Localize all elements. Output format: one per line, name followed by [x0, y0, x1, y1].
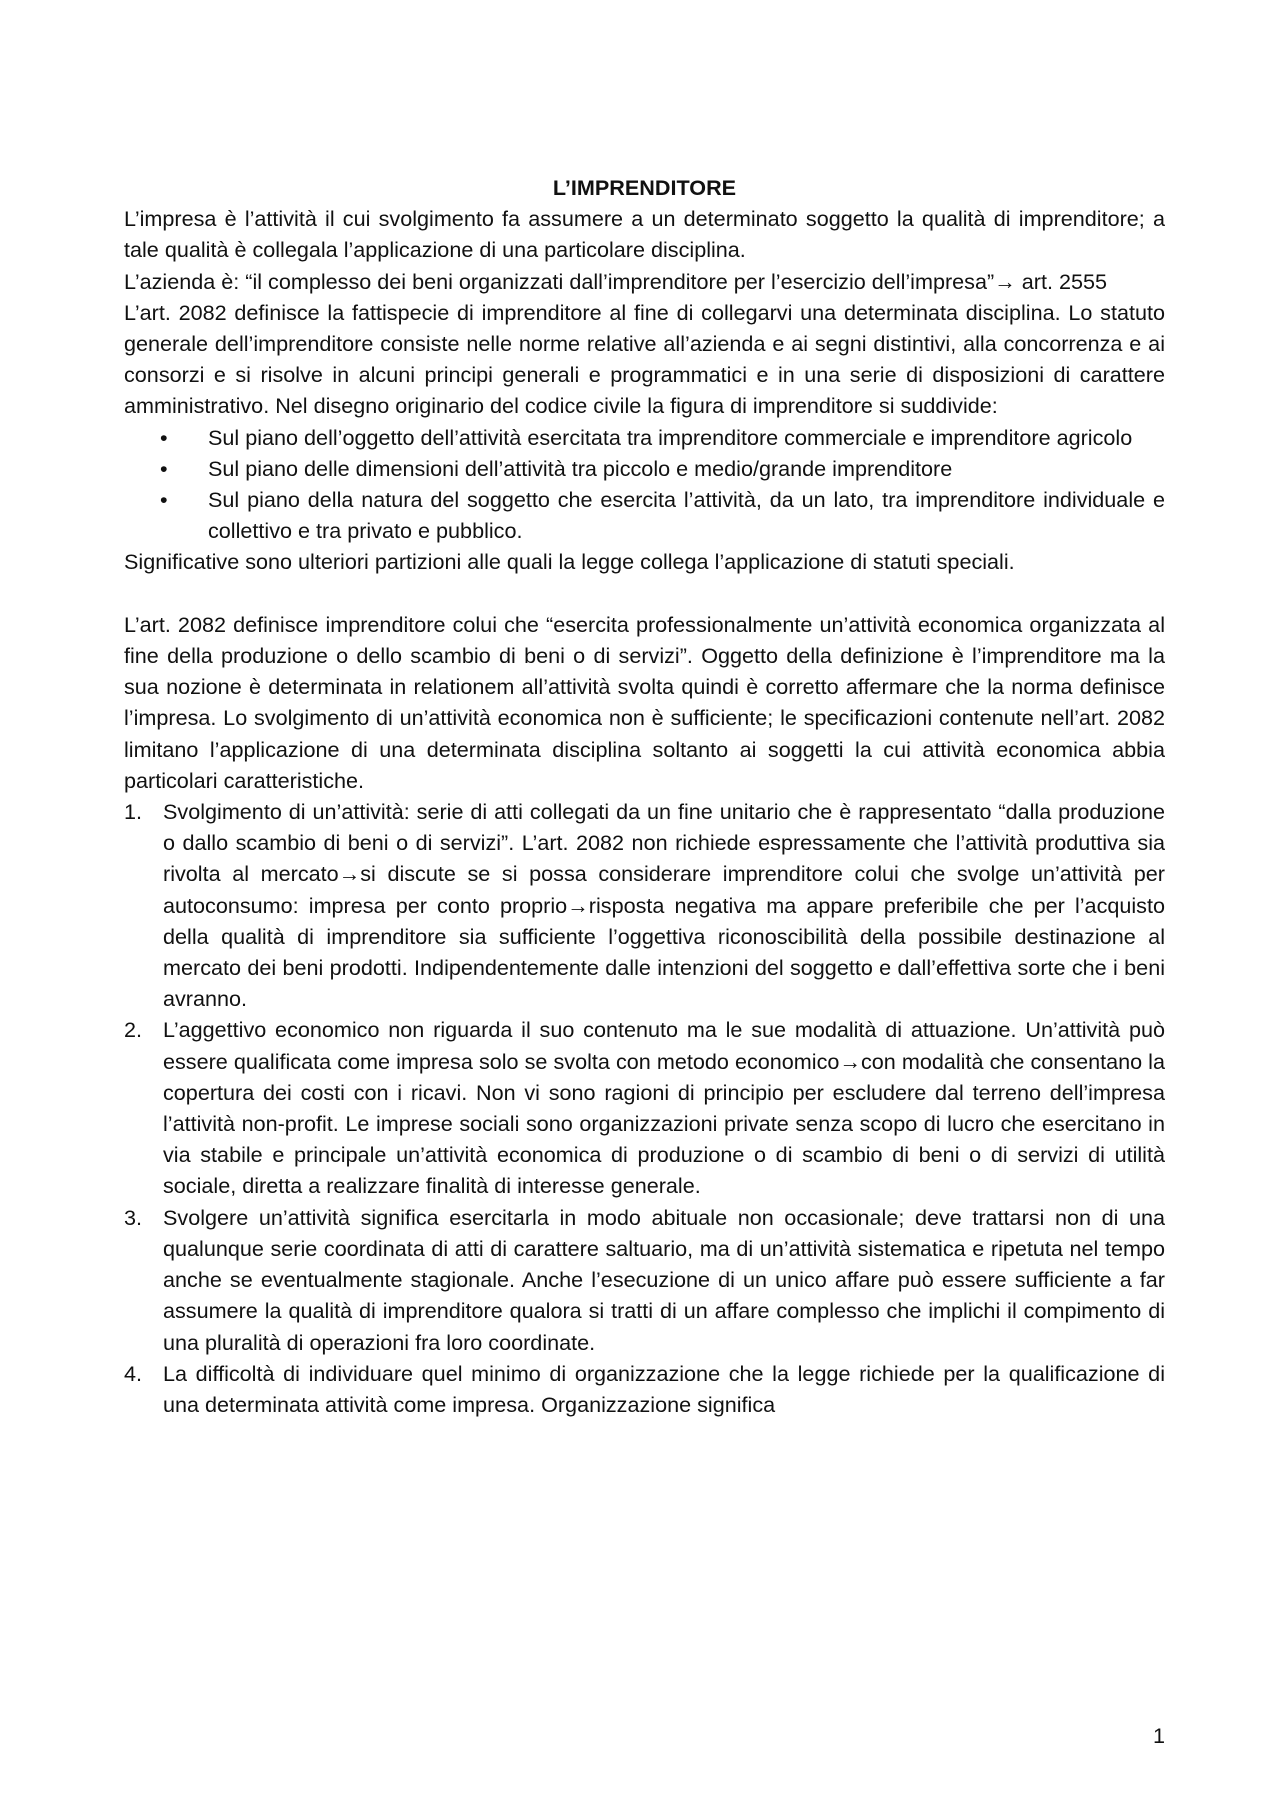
intro-paragraph-1: L’impresa è l’attività il cui svolgimento fa assumere a un determinato soggetto la qualità di imprenditore; a tale qualità è collegala l’applicazione di una particolare disciplina.	[124, 206, 1165, 263]
bullet-item	[160, 422, 1165, 453]
numbered-list	[124, 796, 1165, 1420]
item-number: 3.	[124, 1204, 143, 1230]
item-text: Svolgere un’attività significa esercitarla in modo abituale non occasionale; deve trattarsi non di una qualunque serie coordinata di atti di carattere saltuario, ma di un’attività sistematica e ripetuta nel tempo anche se eventualmente stagionale. Anche l’esecuzione di un unico affare può essere sufficiente a far assumere la qualità di imprenditore qualora si tratti di un affare complesso che implichi il compimento di una pluralità di operazioni fra loro coordinate.	[163, 1204, 1165, 1355]
page-number: 1	[1152, 1723, 1165, 1748]
numbered-item	[124, 796, 1165, 1014]
bullet-list	[124, 422, 1165, 547]
bullet-text: Sul piano delle dimensioni dell’attività tra piccolo e medio/grande imprenditore	[208, 455, 953, 481]
numbered-item	[124, 1202, 1165, 1358]
bullet-text: Sul piano dell’oggetto dell’attività esercitata tra imprenditore commerciale e imprenditore agricolo	[208, 424, 1133, 450]
bullet-icon: •	[160, 487, 168, 513]
bullet-item	[160, 453, 1165, 484]
item-number: 2.	[124, 1017, 143, 1043]
definition-paragraph: L’art. 2082 definisce imprenditore colui che “esercita professionalmente un’attività economica organizzata al fine della produzione o dello scambio di beni o di servizi”. Oggetto della definizione è l’imprenditore ma la sua nozione è determinata in relationem all’attività svolta quindi è corretto affermare che la norma definisce l’impresa. Lo svolgimento di un’attività economica non è sufficiente; le specificazioni contenute nell’art. 2082 limitano l’applicazione di una determinata disciplina soltanto ai soggetti la cui attività economica abbia particolari caratteristiche.	[124, 611, 1165, 793]
bullet-icon: •	[160, 424, 168, 450]
item-text: L’aggettivo economico non riguarda il suo contenuto ma le sue modalità di attuazione. Un’attività può essere qualificata come impresa solo se svolta con metodo economico→con modalità che consentano la copertura dei costi con i ricavi. Non vi sono ragioni di principio per escludere dal terreno dell’impresa l’attività non-profit. Le imprese sociali sono organizzazioni private senza scopo di lucro che esercitano in via stabile e principale un’attività economica di produzione o di scambio di beni o di servizi di utilità sociale, diretta a realizzare finalità di interesse generale.	[163, 1017, 1165, 1199]
numbered-item	[124, 1358, 1165, 1420]
bullet-item	[160, 484, 1165, 546]
bullet-text: Sul piano della natura del soggetto che esercita l’attività, da un lato, tra imprenditore individuale e collettivo e tra privato e pubblico.	[208, 487, 1165, 544]
item-text: Svolgimento di un’attività: serie di atti collegati da un fine unitario che è rappresentato “dalla produzione o dallo scambio di beni o di servizi”. L’art. 2082 non richiede espressamente che l’attività produttiva sia rivolta al mercato→si discute se si possa considerare imprenditore colui che svolge un’attività per autoconsumo: impresa per conto proprio→risposta negativa ma appare preferibile che per l’acquisto della qualità di imprenditore sia sufficiente l’oggettiva riconoscibilità della possibile destinazione al mercato dei beni prodotti. Indipendentemente dalle intenzioni del soggetto e dall’effettiva sorte che i beni avranno.	[163, 799, 1165, 1012]
numbered-item	[124, 1014, 1165, 1201]
after-bullets-paragraph: Significative sono ulteriori partizioni alle quali la legge collega l’applicazione di statuti speciali.	[124, 549, 1015, 575]
page-title: L’IMPRENDITORE	[552, 175, 737, 200]
item-text: La difficoltà di individuare quel minimo di organizzazione che la legge richiede per la qualificazione di una determinata attività come impresa. Organizzazione significa	[163, 1360, 1165, 1417]
document-page	[124, 172, 1165, 1420]
intro-paragraph-2: L’azienda è: “il complesso dei beni organizzati dall’imprenditore per l’esercizio dell’impresa”→ art. 2555	[124, 268, 1108, 294]
item-number: 4.	[124, 1360, 143, 1386]
bullet-icon: •	[160, 455, 168, 481]
item-number: 1.	[124, 799, 143, 825]
blank-line	[124, 578, 1165, 609]
intro-paragraph-3: L’art. 2082 definisce la fattispecie di imprenditore al fine di collegarvi una determinata disciplina. Lo statuto generale dell’imprenditore consiste nelle norme relative all’azienda e ai segni distintivi, alla concorrenza e ai consorzi e si risolve in alcuni principi generali e programmatici e in una serie di disposizioni di carattere amministrativo. Nel disegno originario del codice civile la figura di imprenditore si suddivide:	[124, 299, 1165, 419]
